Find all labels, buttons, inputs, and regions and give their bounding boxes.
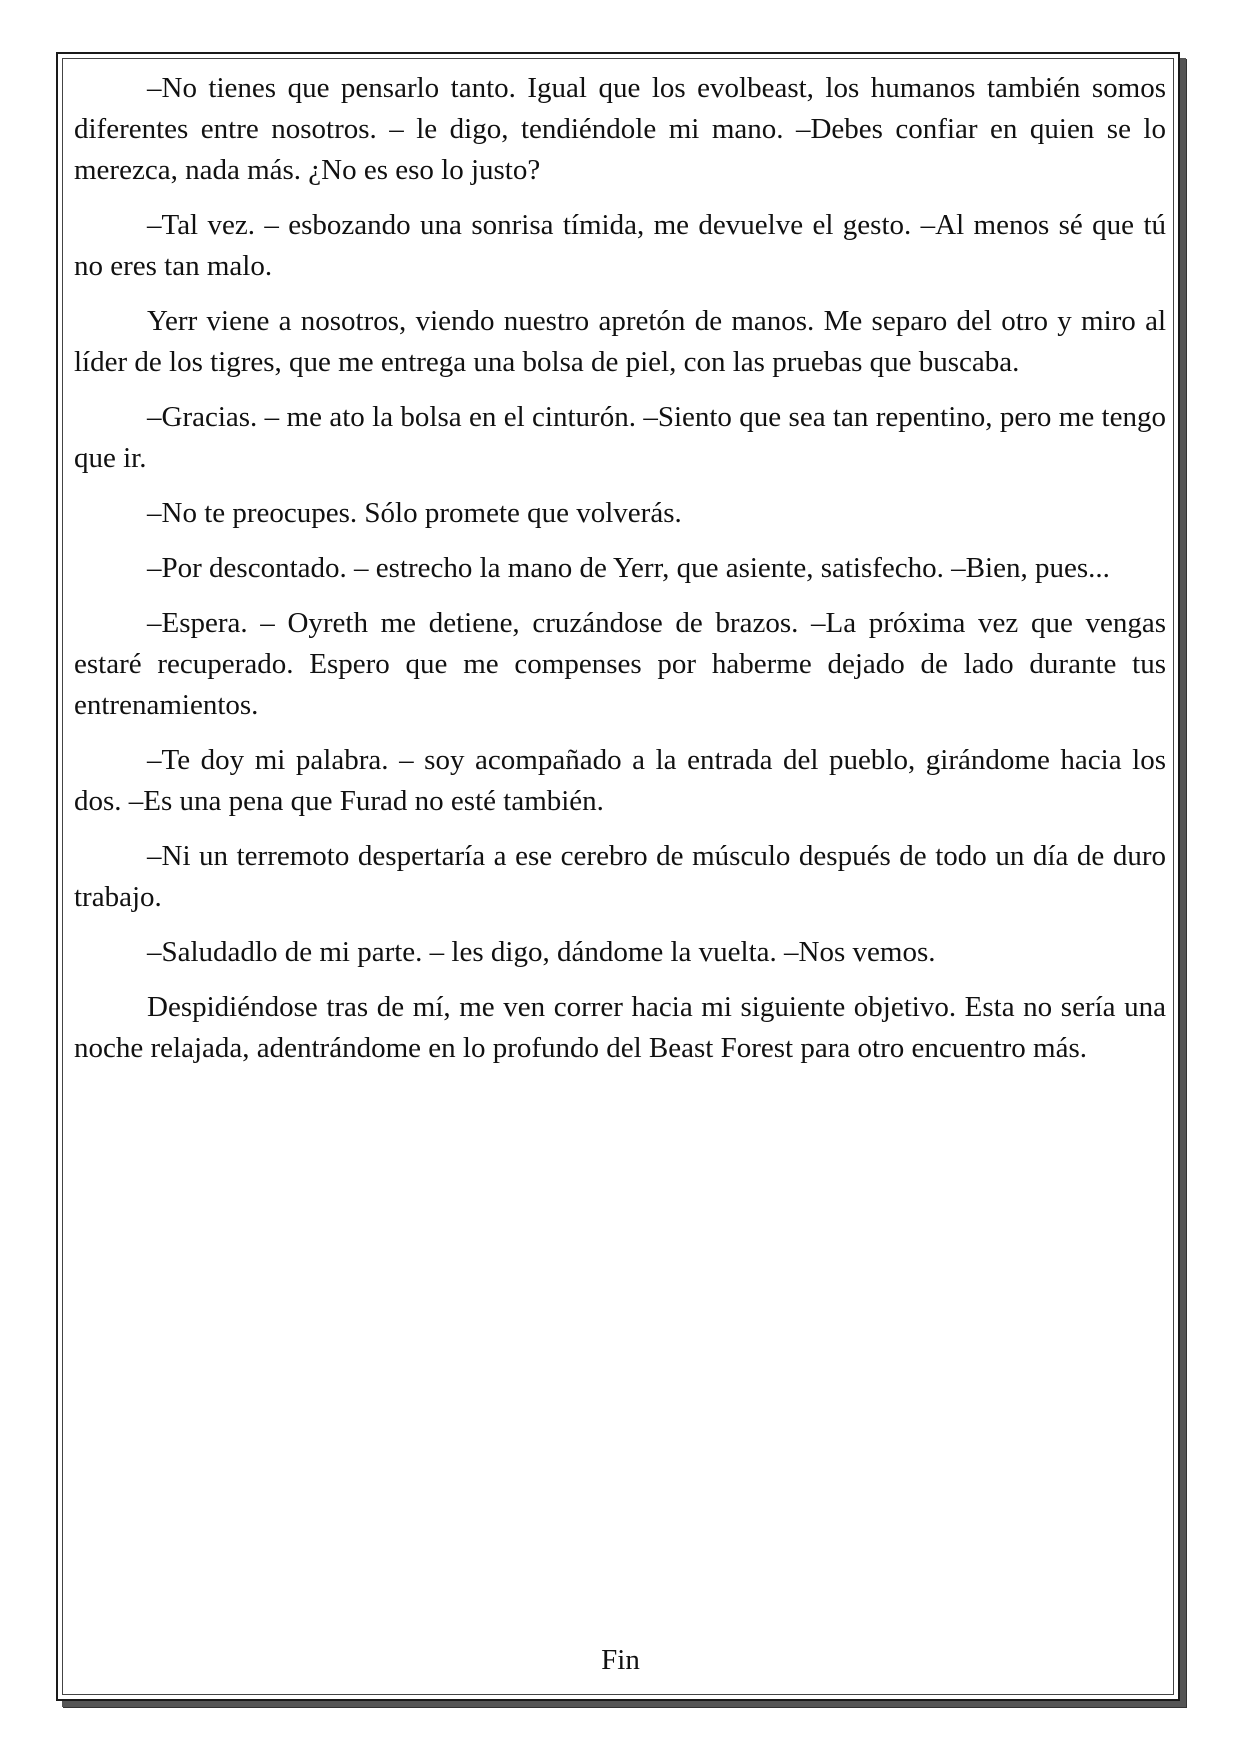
paragraph: Yerr viene a nosotros, viendo nuestro apretón de manos. Me separo del otro y miro al líder de los tigres, que me entrega una bolsa de piel, con las pruebas que buscaba. — [74, 305, 1166, 378]
paragraph: –Ni un terremoto despertaría a ese cerebro de músculo después de todo un día de duro trabajo. — [74, 840, 1166, 913]
paragraph: –No tienes que pensarlo tanto. Igual que los evolbeast, los humanos también somos diferentes entre nosotros. – le digo, tendiéndole mi mano. –Debes confiar en quien se lo merezca, nada más. ¿No es eso lo justo? — [74, 72, 1166, 186]
paragraph: –Saludadlo de mi parte. – les digo, dándome la vuelta. –Nos vemos. — [147, 936, 936, 968]
paragraph: Despidiéndose tras de mí, me ven correr hacia mi siguiente objetivo. Esta no sería una noche relajada, adentrándome en lo profundo del Beast Forest para otro encuentro más. — [74, 991, 1166, 1064]
paragraph: –Por descontado. – estrecho la mano de Yerr, que asiente, satisfecho. –Bien, pues... — [147, 552, 1110, 584]
paragraph: –No te preocupes. Sólo promete que volverás. — [147, 497, 682, 529]
paragraph: –Espera. – Oyreth me detiene, cruzándose de brazos. –La próxima vez que vengas estaré recuperado. Espero que me compenses por haberme dejado de lado durante tus entrenamientos. — [74, 607, 1166, 721]
story-text — [74, 68, 1166, 1083]
paragraph: –Te doy mi palabra. – soy acompañado a la entrada del pueblo, girándome hacia los dos. –Es una pena que Furad no esté también. — [74, 744, 1166, 817]
paragraph: –Gracias. – me ato la bolsa en el cinturón. –Siento que sea tan repentino, pero me tengo que ir. — [74, 401, 1166, 474]
paragraph: –Tal vez. – esbozando una sonrisa tímida, me devuelve el gesto. –Al menos sé que tú no eres tan malo. — [74, 209, 1166, 282]
end-label: Fin — [601, 1644, 640, 1676]
